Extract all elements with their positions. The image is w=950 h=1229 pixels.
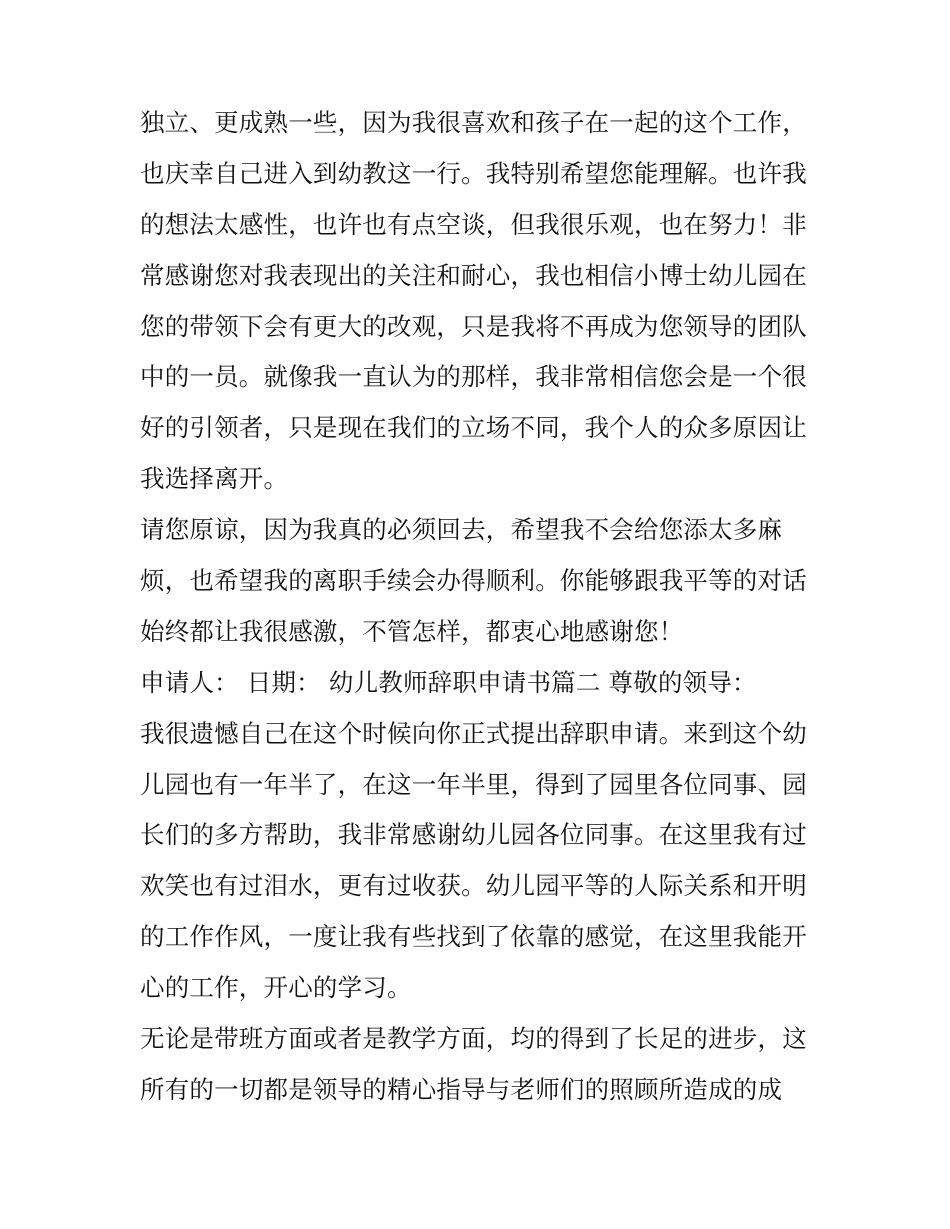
text-line: 中的一员。就像我一直认为的那样，我非常相信您会是一个很 [140, 362, 807, 392]
text-line: 心的工作，开心的学习。 [140, 973, 412, 1003]
text-line: 儿园也有一年半了，在这一年半里，得到了园里各位同事、园 [140, 769, 807, 799]
text-line: 始终都让我很感激，不管怎样，都衷心地感谢您！ [140, 616, 684, 646]
text-line: 我很遗憾自己在这个时候向你正式提出辞职申请。来到这个幼 [140, 718, 807, 748]
text-line: 长们的多方帮助，我非常感谢幼儿园各位同事。在这里我有过 [140, 820, 807, 850]
text-line: 常感谢您对我表现出的关注和耐心，我也相信小博士幼儿园在 [140, 260, 807, 290]
text-line: 的工作作风，一度让我有些找到了依靠的感觉，在这里我能开 [140, 922, 807, 952]
text-line: 也庆幸自己进入到幼教这一行。我特别希望您能理解。也许我 [140, 158, 807, 188]
text-line: 无论是带班方面或者是教学方面，均的得到了长足的进步，这 [140, 1024, 807, 1054]
text-line: 好的引领者，只是现在我们的立场不同，我个人的众多原因让 [140, 413, 807, 443]
text-line: 我选择离开。 [140, 464, 289, 494]
text-line: 独立、更成熟一些，因为我很喜欢和孩子在一起的这个工作， [140, 108, 807, 137]
text-line: 申请人： 日期： 幼儿教师辞职申请书篇二 尊敬的领导： [140, 667, 757, 697]
text-line: 所有的一切都是领导的精心指导与老师们的照顾所造成的成 [140, 1074, 783, 1104]
text-line: 的想法太感性，也许也有点空谈，但我很乐观，也在努力！非 [140, 209, 807, 239]
text-line: 欢笑也有过泪水，更有过收获。幼儿园平等的人际关系和开明 [140, 871, 807, 901]
text-line: 您的带领下会有更大的改观，只是我将不再成为您领导的团队 [140, 311, 807, 341]
document-body [140, 98, 820, 1116]
text-line: 烦，也希望我的离职手续会办得顺利。你能够跟我平等的对话 [140, 566, 807, 596]
text-line: 请您原谅，因为我真的必须回去，希望我不会给您添太多麻 [140, 515, 783, 545]
